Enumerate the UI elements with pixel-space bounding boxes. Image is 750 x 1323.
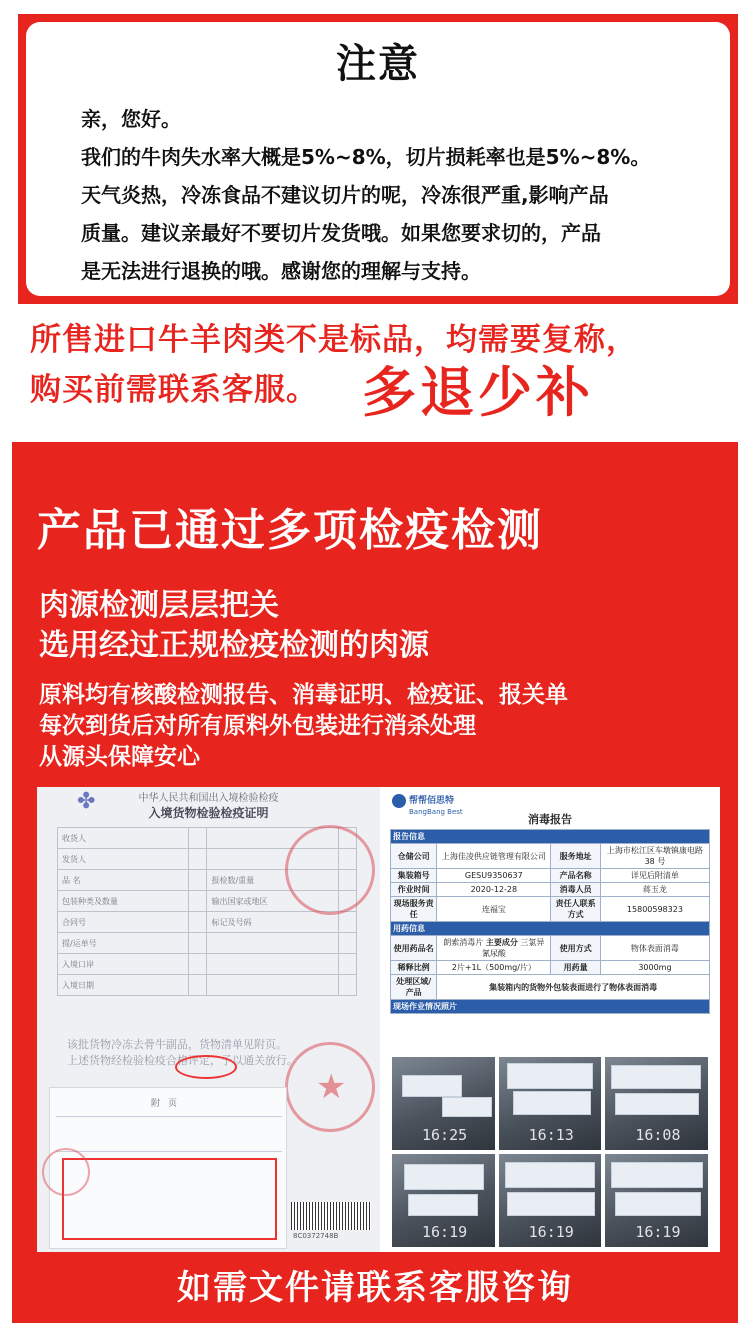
table-cell: 收货人	[58, 828, 189, 849]
table-cell	[189, 954, 207, 975]
notice-card	[26, 22, 730, 296]
report-logo-text: 帮帮佰思特	[409, 796, 455, 806]
table-cell	[338, 975, 356, 996]
certificate-footnote-line: 该批货物冷冻去骨牛副品，货物清单见附页。	[67, 1038, 287, 1051]
emblem-icon: ✤	[77, 789, 96, 814]
site-photo	[392, 1154, 495, 1247]
table-row	[58, 912, 357, 933]
barcode	[291, 1202, 371, 1230]
site-photo	[499, 1057, 602, 1150]
table-cell: 发货人	[58, 849, 189, 870]
official-stamp	[42, 1148, 90, 1196]
certificate-annex	[49, 1087, 287, 1249]
photo-timestamp: 16:13	[528, 1126, 574, 1144]
cargo-box	[408, 1194, 478, 1216]
notice-line: 质量。建议亲最好不要切片发货哦。如果您要求切的，产品	[81, 221, 601, 245]
notice-line: 我们的牛肉失水率大概是5%~8%，切片损耗率也是5%~8%。	[81, 145, 651, 169]
section-subtitle-1: 肉源检测层层把关	[39, 588, 279, 623]
table-row: 使用药品名 朗索消毒片 主要成分 三氯异氰尿酸 使用方式 物体表面消毒	[391, 936, 710, 961]
section-description	[39, 680, 568, 773]
cargo-box	[513, 1091, 591, 1115]
site-photos	[392, 1057, 708, 1247]
cargo-box	[442, 1097, 492, 1117]
table-section-header: 现场作业情况照片	[391, 1000, 710, 1014]
notice-line: 天气炎热，冷冻食品不建议切片的呢，冷冻很严重,影响产品	[81, 183, 609, 207]
official-stamp	[285, 1042, 375, 1132]
table-cell: 入境日期	[58, 975, 189, 996]
cargo-box	[507, 1063, 593, 1089]
notice-body	[81, 100, 710, 290]
table-cell: 提/运单号	[58, 933, 189, 954]
photo-timestamp: 16:08	[635, 1126, 681, 1144]
table-cell	[189, 891, 207, 912]
table-cell: 入境口岸	[58, 954, 189, 975]
annex-title: 附页	[150, 1099, 185, 1109]
table-cell	[189, 933, 207, 954]
cargo-box	[611, 1065, 701, 1089]
table-cell	[189, 849, 207, 870]
cargo-box	[611, 1162, 703, 1188]
warning-big-text: 多退少补	[362, 361, 594, 424]
table-cell	[207, 975, 338, 996]
table-cell	[207, 954, 338, 975]
photo-timestamp: 16:19	[422, 1223, 468, 1241]
cargo-box	[615, 1093, 699, 1115]
certificate-footnote-line: 上述货物经检验检疫合格评定，予以通关放行。	[67, 1054, 298, 1067]
barcode-number: 8C0372748B	[293, 1232, 339, 1240]
star-icon: ★	[316, 1067, 347, 1107]
table-row	[58, 954, 357, 975]
table-row	[58, 975, 357, 996]
table-row: 稀释比例 2片+1L（500mg/片） 用药量 3000mg	[391, 961, 710, 975]
table-row: 处理区域/产品 集装箱内的货物外包装表面进行了物体表面消毒	[391, 975, 710, 1000]
logo-icon	[392, 794, 406, 808]
quarantine-certificate-image	[37, 787, 380, 1252]
notice-line: 是无法进行退换的哦。感谢您的理解与支持。	[81, 259, 481, 283]
table-cell	[207, 933, 338, 954]
site-photo	[605, 1154, 708, 1247]
table-row	[58, 933, 357, 954]
table-cell: 输出国家或地区	[207, 891, 338, 912]
table-cell: 品 名	[58, 870, 189, 891]
description-line: 原料均有核酸检测报告、消毒证明、检疫证、报关单	[39, 682, 568, 708]
certificate-header-top: 中华人民共和国出入境检验检疫	[138, 793, 279, 804]
photo-timestamp: 16:25	[422, 1126, 468, 1144]
notice-line: 亲，您好。	[81, 107, 181, 131]
table-cell: 标记及号码	[207, 912, 338, 933]
table-row: 集装箱号 GESU9350637 产品名称 详见后附清单	[391, 869, 710, 883]
notice-title: 注意	[336, 41, 420, 87]
certificate-header-main: 入境货物检验检疫证明	[148, 806, 269, 820]
annex-highlight-box	[62, 1158, 277, 1240]
annex-header-lines	[56, 1116, 282, 1152]
photo-timestamp: 16:19	[635, 1223, 681, 1241]
table-cell	[338, 933, 356, 954]
notice-frame	[18, 14, 738, 304]
official-stamp	[285, 825, 375, 915]
table-row: 作业时间 2020-12-28 消毒人员 蒋玉龙	[391, 883, 710, 897]
report-table	[390, 829, 710, 1014]
table-cell: 合同号	[58, 912, 189, 933]
contact-service-footer: 如需文件请联系客服咨询	[177, 1268, 573, 1308]
table-cell	[338, 912, 356, 933]
table-section-header: 报告信息	[391, 830, 710, 844]
table-cell	[189, 975, 207, 996]
table-cell	[189, 870, 207, 891]
photo-timestamp: 16:19	[528, 1223, 574, 1241]
report-title: 消毒报告	[528, 813, 572, 826]
table-cell	[189, 912, 207, 933]
description-line: 每次到货后对所有原料外包装进行消杀处理	[39, 713, 476, 739]
table-cell: 包装种类及数量	[58, 891, 189, 912]
table-row: 现场服务责任 连福宝 责任人联系方式 15800598323	[391, 897, 710, 922]
cargo-box	[404, 1164, 484, 1190]
cargo-box	[402, 1075, 462, 1097]
table-section-header: 用药信息	[391, 922, 710, 936]
site-photo	[605, 1057, 708, 1150]
cargo-box	[505, 1162, 595, 1188]
cargo-box	[615, 1192, 701, 1216]
highlight-circle	[175, 1055, 237, 1079]
table-cell	[338, 954, 356, 975]
table-cell	[189, 828, 207, 849]
site-photo	[392, 1057, 495, 1150]
section-title: 产品已通过多项检疫检测	[37, 505, 543, 556]
table-cell: 报检数/重量	[207, 870, 338, 891]
table-row: 仓储公司 上海佳凌供应链管理有限公司 服务地址 上海市松江区车墩镇康电路 38 号	[391, 844, 710, 869]
cargo-box	[507, 1192, 595, 1216]
disinfection-report-image	[380, 787, 720, 1252]
description-line: 从源头保障安心	[39, 744, 200, 770]
site-photo	[499, 1154, 602, 1247]
quarantine-section	[12, 442, 738, 1323]
warning-line-2: 购买前需联系客服。	[30, 372, 318, 408]
section-subtitle-2: 选用经过正规检疫检测的肉源	[39, 628, 429, 663]
report-logo-subtext: BangBang Best	[409, 807, 463, 816]
warning-line-1: 所售进口牛羊肉类不是标品，均需要复称，	[30, 322, 638, 358]
